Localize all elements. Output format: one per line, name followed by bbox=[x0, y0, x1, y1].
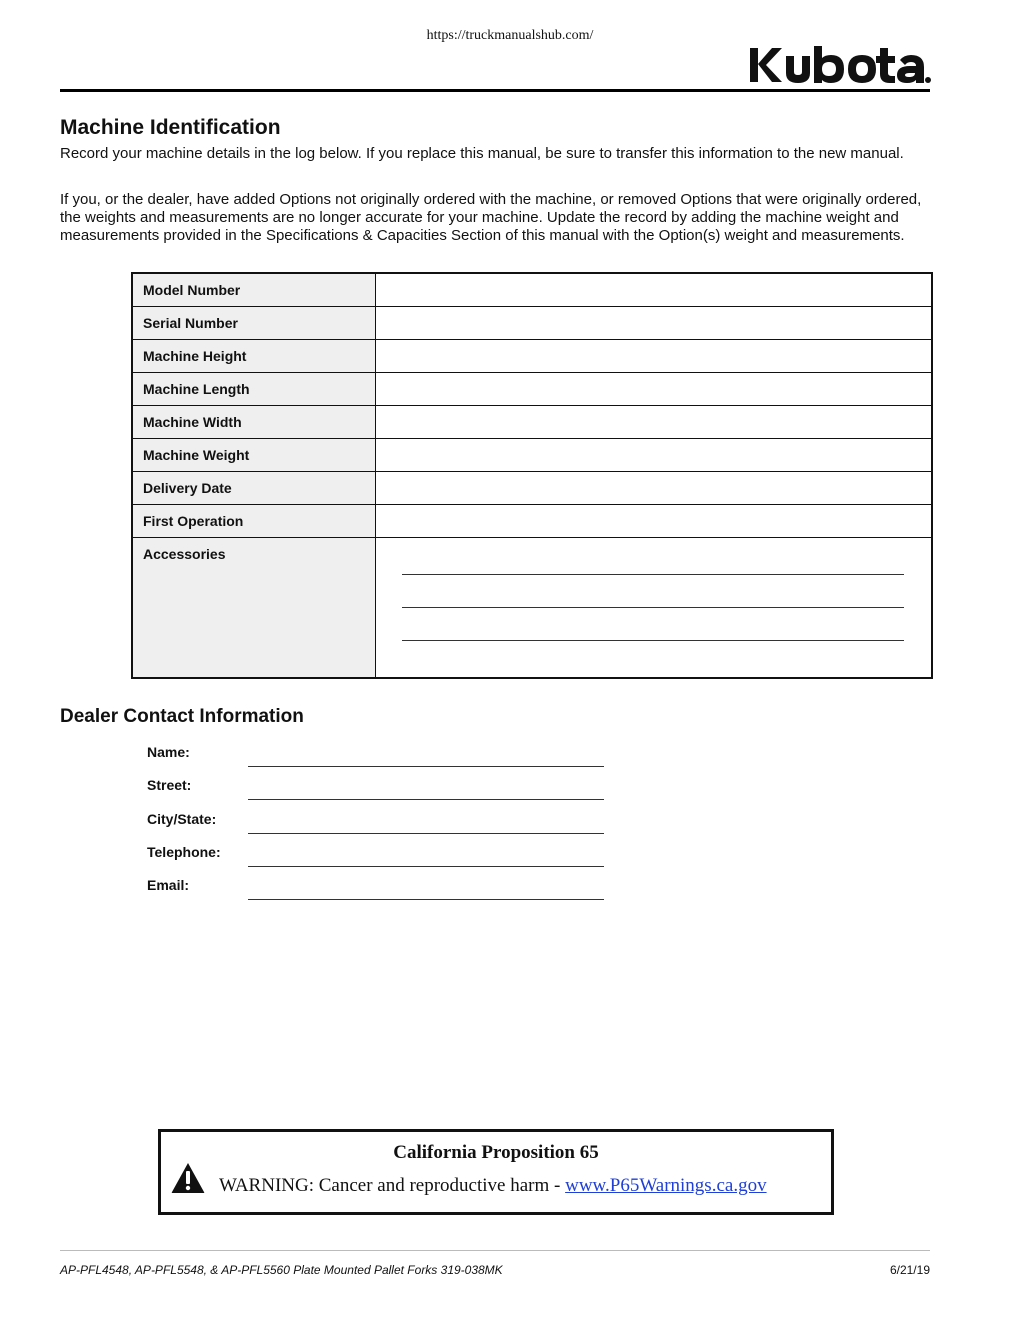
footer-date: 6/21/19 bbox=[889, 1263, 930, 1277]
dealer-street-label: Street: bbox=[147, 777, 192, 793]
kubota-logo bbox=[748, 44, 932, 86]
accessories-line bbox=[402, 574, 904, 575]
table-row bbox=[132, 538, 932, 679]
machine-id-table bbox=[131, 272, 933, 679]
prop65-title: California Proposition 65 bbox=[393, 1142, 599, 1163]
serial-number-field[interactable] bbox=[376, 307, 933, 340]
prop65-warning-box bbox=[158, 1129, 834, 1215]
dealer-city-state-row bbox=[147, 809, 607, 842]
footer-rule bbox=[60, 1250, 930, 1251]
machine-weight-field[interactable] bbox=[376, 439, 933, 472]
intro-paragraph: Record your machine details in the log below. If you replace this manual, be sure to transfer this information to the new manual. bbox=[60, 145, 904, 162]
machine-weight-label: Machine Weight bbox=[132, 439, 376, 472]
dealer-telephone-label: Telephone: bbox=[147, 844, 221, 860]
machine-length-field[interactable] bbox=[376, 373, 933, 406]
p65-warnings-link[interactable]: www.P65Warnings.ca.gov bbox=[565, 1175, 767, 1196]
accessories-field[interactable] bbox=[376, 538, 933, 679]
prop65-warning-text: WARNING: Cancer and reproductive harm - bbox=[219, 1175, 566, 1196]
dealer-name-row bbox=[147, 742, 607, 775]
prop65-warning-line bbox=[219, 1175, 767, 1197]
dealer-email-row bbox=[147, 875, 607, 908]
dealer-contact-title: Dealer Contact Information bbox=[60, 706, 304, 727]
dealer-email-label: Email: bbox=[147, 877, 190, 893]
dealer-city-state-field[interactable] bbox=[248, 833, 604, 834]
dealer-telephone-row bbox=[147, 842, 607, 875]
table-row bbox=[132, 273, 932, 307]
machine-identification-title: Machine Identification bbox=[60, 116, 281, 139]
first-operation-label: First Operation bbox=[132, 505, 376, 538]
machine-width-field[interactable] bbox=[376, 406, 933, 439]
dealer-name-label: Name: bbox=[147, 744, 190, 760]
accessories-line bbox=[402, 607, 904, 608]
source-url: https://truckmanualshub.com/ bbox=[426, 28, 594, 43]
header-rule bbox=[60, 89, 930, 92]
options-paragraph: If you, or the dealer, have added Options not originally ordered with the machine, or removed Options that were originally ordered, the weights and measurements are no longer accurate for your machine. Update the record by adding the machine weight and measurements provided in the Specifications & Capacities Section of this manual with the Option(s) weight and measurements. bbox=[60, 191, 922, 244]
table-row bbox=[132, 307, 932, 340]
table-row bbox=[132, 340, 932, 373]
dealer-street-field[interactable] bbox=[248, 799, 604, 800]
table-row bbox=[132, 406, 932, 439]
machine-height-label: Machine Height bbox=[132, 340, 376, 373]
machine-width-label: Machine Width bbox=[132, 406, 376, 439]
first-operation-field[interactable] bbox=[376, 505, 933, 538]
accessories-lines bbox=[376, 542, 931, 673]
model-number-field[interactable] bbox=[376, 273, 933, 307]
dealer-city-state-label: City/State: bbox=[147, 811, 217, 827]
dealer-email-field[interactable] bbox=[248, 899, 604, 900]
machine-length-label: Machine Length bbox=[132, 373, 376, 406]
delivery-date-field[interactable] bbox=[376, 472, 933, 505]
dealer-street-row bbox=[147, 775, 607, 808]
accessories-label: Accessories bbox=[132, 538, 376, 679]
serial-number-label: Serial Number bbox=[132, 307, 376, 340]
accessories-line bbox=[402, 640, 904, 641]
table-row bbox=[132, 505, 932, 538]
dealer-telephone-field[interactable] bbox=[248, 866, 604, 867]
warning-icon bbox=[171, 1162, 205, 1194]
dealer-name-field[interactable] bbox=[248, 766, 604, 767]
model-number-label: Model Number bbox=[132, 273, 376, 307]
table-row bbox=[132, 472, 932, 505]
footer-doc-title: AP-PFL4548, AP-PFL5548, & AP-PFL5560 Plate Mounted Pallet Forks 319-038MK bbox=[60, 1263, 503, 1277]
machine-height-field[interactable] bbox=[376, 340, 933, 373]
table-row bbox=[132, 439, 932, 472]
delivery-date-label: Delivery Date bbox=[132, 472, 376, 505]
table-row bbox=[132, 373, 932, 406]
